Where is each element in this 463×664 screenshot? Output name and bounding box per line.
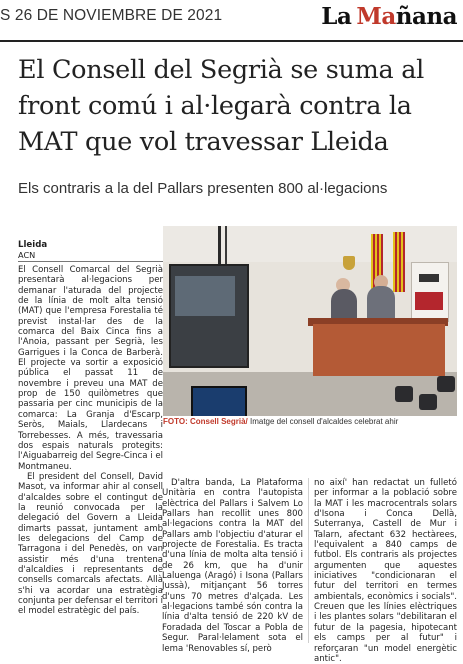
caption-text: Imatge del consell d'alcaldes celebrat ahir [247, 417, 399, 426]
article-photo [163, 226, 457, 416]
article-dateline: Lleida [18, 240, 48, 250]
column-divider [308, 478, 309, 643]
person-graphic [367, 286, 395, 322]
article-agency: ACN [18, 250, 163, 262]
flag-graphic [393, 232, 405, 292]
logo-accent: Ma [356, 3, 396, 30]
masthead-rule [0, 40, 463, 42]
paragraph: El president del Consell, David Masot, va informar ahir al consell d'alcaldes sobre el contingut de la reunió convocada per la delegació del Govern a Lleida dimarts passat, juntament amb les delegacions del Camp de Tarragona i del Penedès, on van assistir més d'una trentena d'alcaldies i representants de consells comarcals afectats. Allà s'hi va acordar una estratègia conjunta per defensar el territori i el model estratègic del país. [18, 471, 163, 617]
newspaper-logo [321, 3, 457, 30]
paragraph: no així' han redactat un fulletó per informar a la població sobre la MAT i les macrocentrals solars d'Isona i Conca Dellà, Suterranya, Castell de Mur i Talarn, afectant 632 hectàrees, l'equivalent a 840 camps de futbol. Els contraris als projectes argumenten que aquestes iniciatives "condicionaran el futur del territori en termes ambientals, econòmics i socials". Creuen que les línies elèctriques i les plantes solars "debilitaran el futur de la pagesia, hipotecant els camps per al futur" i reforçaran "un model energètic antic". [314, 478, 457, 664]
photo-caption [163, 417, 457, 427]
camera-screen-graphic [191, 386, 247, 416]
logo-rest: ñana [395, 3, 457, 30]
article-headline: El Consell del Segrià se suma al front comú i al·legarà contra la MAT que vol travessar Lleida [18, 55, 425, 157]
article-column-2 [162, 478, 303, 654]
article-column-3 [314, 478, 457, 664]
article-column-1 [18, 240, 163, 617]
logo-prefix: La [321, 3, 352, 30]
masthead [0, 0, 463, 42]
caption-credit: FOTO: Consell Segrià/ [163, 417, 248, 426]
paragraph: D'altra banda, La Plataforma Unitària en contra l'autopista elèctrica del Pallars i Salvem Lo Pallars han recollit unes 800 al·legacions contra la MAT del Pallars amb l'objectiu d'aturar el projecte de Forestalia. Es tracta d'una línia de molta alta tensió i de 26 km, que ha d'unir Laluenga (Aragó) i Isona (Pallars Jussà), mitjançant 56 torres d'uns 70 metres d'alçada. Les al·legacions també són contra la línia d'alta tensió de 220 kV de Foradada del Toscar a Pobla de Segur. Paral·lelament sota el lema 'Renovables sí, però [162, 478, 303, 654]
article-subheadline: Els contraris a la del Pallars presenten 800 al·legacions [18, 180, 388, 197]
paragraph: El Consell Comarcal del Segrià presentarà al·legacions per demanar l'aturada del projecte de la línia de molt alta tensió (MAT) que l'empresa Forestalia té previst instal·lar des de la comarca del Baix Cinca fins a l'Anoia, passant per Segrià, les Garrigues i la Conca de Barberà. El projecte va sortir a exposició pública el passat 11 de novembre i preveu una MAT de prop de 150 quilòmetres que passaria per cinc municipis de la comarca: La Granja d'Escarp, Seròs, Maials, Llardecans i Torrebesses. A més, travessaria dos espais naturals protegits: l'Aiguabarreig del Segre-Cinca i el Montmaneu. [18, 265, 163, 472]
issue-date: S 26 DE NOVIEMBRE DE 2021 [0, 7, 223, 24]
dais-graphic [313, 324, 445, 376]
